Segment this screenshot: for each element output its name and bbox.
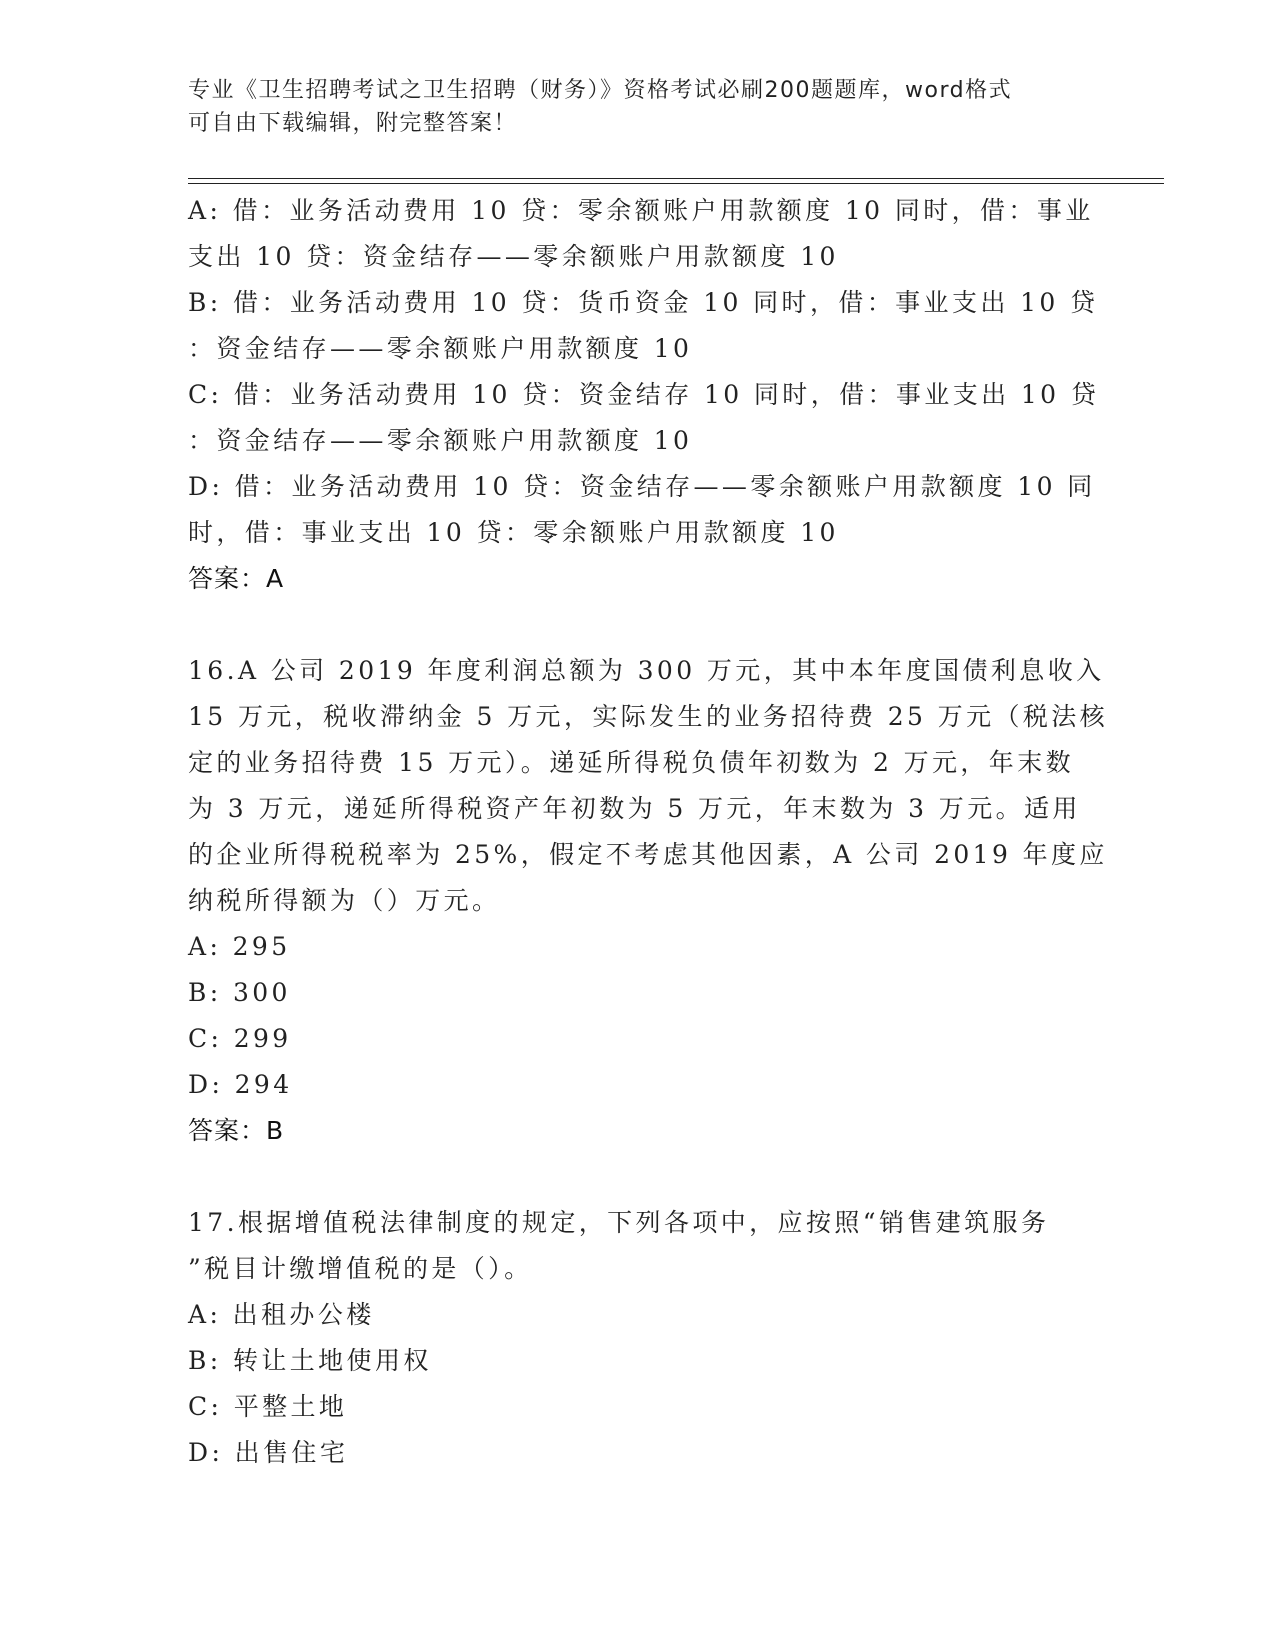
question-17 <box>188 1200 1088 1476</box>
option-d-line-1: D: 借：业务活动费用 10 贷：资金结存——零余额账户用款额度 10 同 <box>188 472 1096 501</box>
question-16-stem-line: 纳税所得额为（）万元。 <box>188 886 501 915</box>
option-b-line-1: B: 借：业务活动费用 10 贷：货币资金 10 同时，借：事业支出 10 贷 <box>188 288 1099 317</box>
header-line-2: 可自由下载编辑，附完整答案！ <box>188 111 518 136</box>
option-b <box>188 280 1099 372</box>
question-15-answer: 答案：A <box>188 564 285 593</box>
option-a-line-2: 支出 10 贷：资金结存——零余额账户用款额度 10 <box>188 242 839 271</box>
document-body <box>188 188 1109 1476</box>
spacer <box>188 1154 1088 1200</box>
question-16-stem-line: 16.A 公司 2019 年度利润总额为 300 万元，其中本年度国债利息收入 <box>188 656 1105 685</box>
option-a: A: 295 <box>188 932 291 961</box>
option-d: D: 294 <box>188 1070 293 1099</box>
option-c <box>188 372 1100 464</box>
document-header <box>188 74 1088 140</box>
option-d: D: 出售住宅 <box>188 1438 349 1467</box>
option-a <box>188 188 1094 280</box>
option-d <box>188 464 1096 556</box>
question-17-stem-line: 17.根据增值税法律制度的规定，下列各项中，应按照“销售建筑服务 <box>188 1208 1050 1237</box>
question-16-stem-line: 15 万元，税收滞纳金 5 万元，实际发生的业务招待费 25 万元（税法核 <box>188 702 1109 731</box>
option-b-line-2: ：资金结存——零余额账户用款额度 10 <box>188 334 693 363</box>
header-line-1: 专业《卫生招聘考试之卫生招聘（财务）》资格考试必刷200题题库，word格式 <box>188 78 1013 103</box>
option-c-line-2: ：资金结存——零余额账户用款额度 10 <box>188 426 693 455</box>
header-rule-bottom <box>188 183 1164 184</box>
question-16 <box>188 648 1109 1108</box>
option-b: B: 转让土地使用权 <box>188 1346 432 1375</box>
question-16-stem-line: 定的业务招待费 15 万元）。递延所得税负债年初数为 2 万元，年末数 <box>188 748 1075 777</box>
question-16-stem-line: 的企业所得税税率为 25%，假定不考虑其他因素，A 公司 2019 年度应 <box>188 840 1108 869</box>
option-c: C: 平整土地 <box>188 1392 348 1421</box>
question-16-answer: 答案：B <box>188 1116 285 1145</box>
option-c: C: 299 <box>188 1024 292 1053</box>
option-b: B: 300 <box>188 978 291 1007</box>
option-a-line-1: A: 借：业务活动费用 10 贷：零余额账户用款额度 10 同时，借：事业 <box>188 196 1094 225</box>
option-d-line-2: 时，借：事业支出 10 贷：零余额账户用款额度 10 <box>188 518 839 547</box>
question-15-options <box>188 188 1100 556</box>
question-17-stem-line: ”税目计缴增值税的是（）。 <box>188 1254 533 1283</box>
question-16-stem-line: 为 3 万元，递延所得税资产年初数为 5 万元，年末数为 3 万元。适用 <box>188 794 1081 823</box>
spacer <box>188 602 1088 648</box>
option-c-line-1: C: 借：业务活动费用 10 贷：资金结存 10 同时，借：事业支出 10 贷 <box>188 380 1100 409</box>
option-a: A: 出租办公楼 <box>188 1300 375 1329</box>
header-rule-top <box>188 178 1164 179</box>
